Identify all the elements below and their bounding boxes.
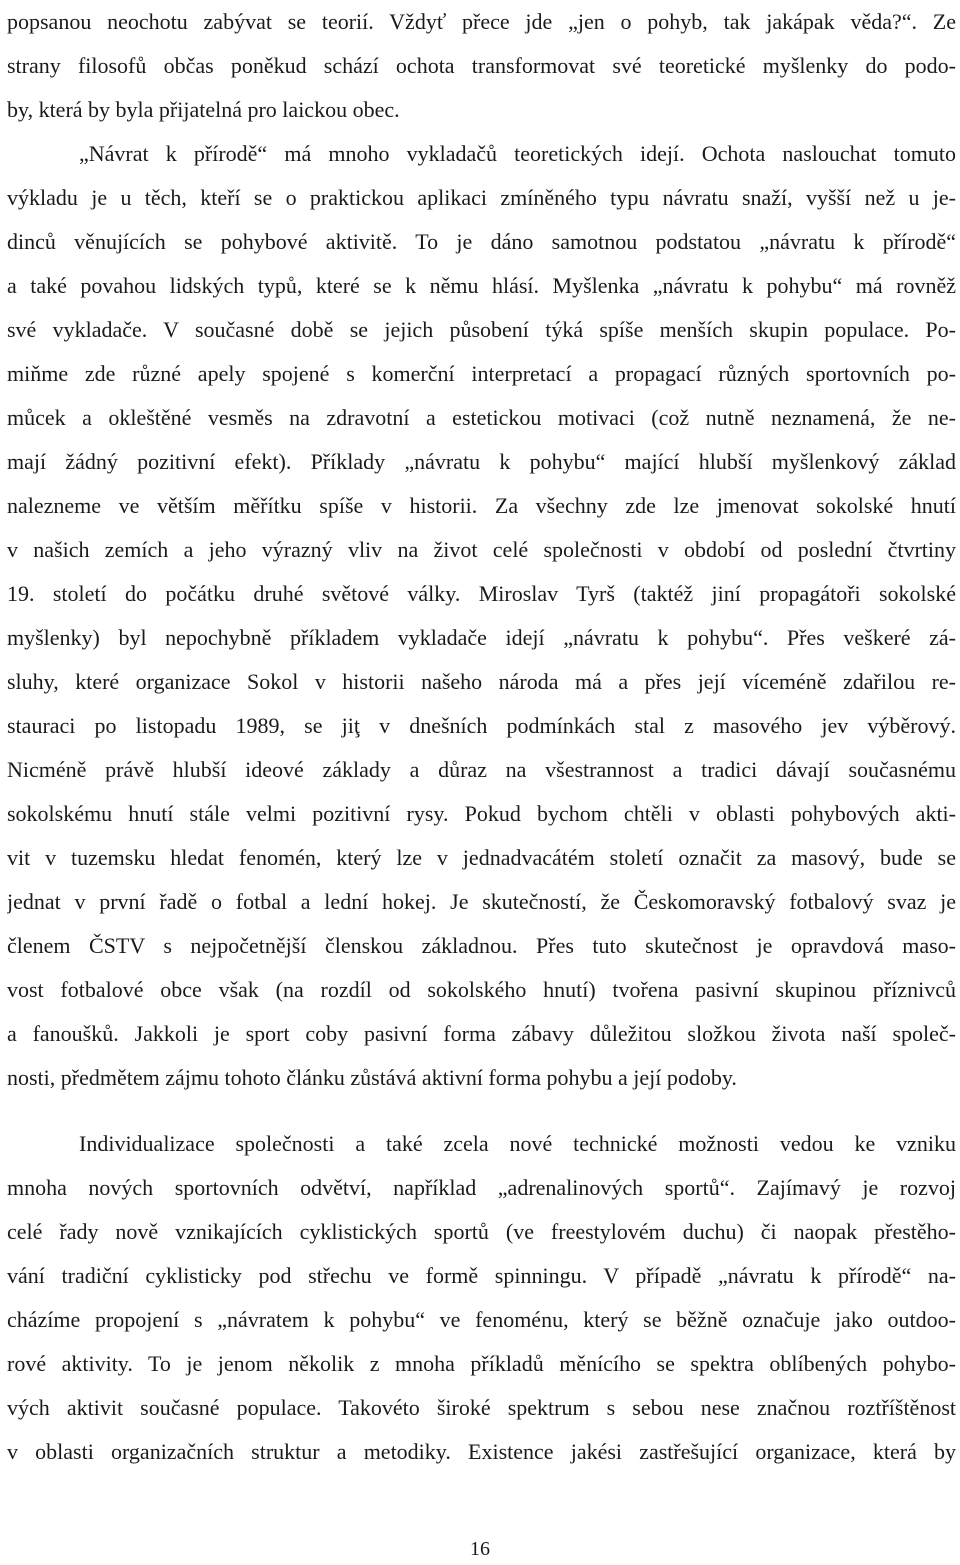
text-line: by, která by byla přijatelná pro laickou obec. [7, 97, 400, 122]
text-line: stauraci po listopadu 1989, se jiţ v dnešních podmínkách stal z masového jev výběrový. [7, 713, 956, 738]
paragraph-first-line: „Návrat k přírodě“ má mnoho vykladačů teoretických idejí. Ochota naslouchat tomuto [79, 141, 956, 166]
text-line: mnoha nových sportovních odvětví, například „adrenalinových sportů“. Zajímavý je rozvoj [7, 1175, 956, 1200]
text-line: celé řady nově vznikajících cyklistických sportů (ve freestylovém duchu) či naopak přestěho- [7, 1219, 956, 1244]
text-line: vání tradiční cyklisticky pod střechu ve formě spinningu. V případě „návratu k přírodě“ na- [7, 1263, 956, 1288]
text-line: mají žádný pozitivní efekt). Příklady „návratu k pohybu“ mající hlubší myšlenkový základ [7, 449, 956, 474]
text-line: nalezneme ve větším měřítku spíše v historii. Za všechny zde lze jmenovat sokolské hnutí [7, 493, 956, 518]
page-number: 16 [470, 1538, 490, 1560]
text-line: cházíme propojení s „návratem k pohybu“ ve fenoménu, který se běžně označuje jako outdoo- [7, 1307, 956, 1332]
text-line: nosti, předmětem zájmu tohoto článku zůstává aktivní forma pohybu a její podoby. [7, 1065, 737, 1090]
text-line: dinců věnujících se pohybové aktivitě. To je dáno samotnou podstatou „návratu k přírodě“ [7, 229, 956, 254]
text-line: jednat v první řadě o fotbal a lední hokej. Je skutečností, že Českomoravský fotbalový svaz je [7, 889, 956, 914]
text-line: rové aktivity. To je jenom několik z mnoha příkladů měnícího se spektra oblíbených pohybo- [7, 1351, 956, 1376]
text-line: 19. století do počátku druhé světové války. Miroslav Tyrš (taktéž jiní propagátoři sokolské [7, 581, 956, 606]
text-line: vých aktivit současné populace. Takovéto široké spektrum s sebou nese značnou roztříštěnost [7, 1395, 956, 1420]
text-line: vit v tuzemsku hledat fenomén, který lze v jednadvacátém století označit za masový, bude se [7, 845, 956, 870]
text-line: své vykladače. V současné době se jejich působení týká spíše menších skupin populace. Po- [7, 317, 956, 342]
text-line: myšlenky) byl nepochybně příkladem vykladače idejí „návratu k pohybu“. Přes veškeré zá- [7, 625, 956, 650]
text-line: sluhy, které organizace Sokol v historii našeho národa má a přes její víceméně zdařilou re- [7, 669, 956, 694]
text-line: můcek a okleštěné vesměs na zdravotní a estetickou motivaci (což nutně neznamená, že ne- [7, 405, 956, 430]
text-line: vost fotbalové obce však (na rozdíl od sokolského hnutí) tvořena pasivní skupinou příznivců [7, 977, 956, 1002]
text-line: v oblasti organizačních struktur a metodiky. Existence jakési zastřešující organizace, která by [7, 1439, 956, 1464]
text-line: výkladu je u těch, kteří se o praktickou aplikaci zmíněného typu návratu snaží, vyšší než u je- [7, 185, 956, 210]
text-line: a také povahou lidských typů, které se k němu hlásí. Myšlenka „návratu k pohybu“ má rovněž [7, 273, 956, 298]
text-line: sokolskému hnutí stále velmi pozitivní rysy. Pokud bychom chtěli v oblasti pohybových akti- [7, 801, 956, 826]
text-line: a fanoušků. Jakkoli je sport coby pasivní forma zábavy důležitou složkou života naší společ- [7, 1021, 956, 1046]
text-line: popsanou neochotu zabývat se teorií. Vždyť přece jde „jen o pohyb, tak jakápak věda?“. Ze [7, 9, 956, 34]
text-line: členem ČSTV s nejpočetnější členskou základnou. Přes tuto skutečnost je opravdová maso- [7, 933, 956, 958]
paragraph-first-line: Individualizace společnosti a také zcela nové technické možnosti vedou ke vzniku [79, 1131, 956, 1156]
body-text [7, 0, 956, 1474]
text-line: miňme zde různé apely spojené s komerční interpretací a propagací různých sportovních po- [7, 361, 956, 386]
text-line: Nicméně právě hlubší ideové základy a důraz na všestrannost a tradici dávají současnému [7, 757, 956, 782]
text-line: strany filosofů občas poněkud schází ochota transformovat své teoretické myšlenky do podo- [7, 53, 956, 78]
text-line: v našich zemích a jeho výrazný vliv na život celé společnosti v období od poslední čtvrtiny [7, 537, 956, 562]
